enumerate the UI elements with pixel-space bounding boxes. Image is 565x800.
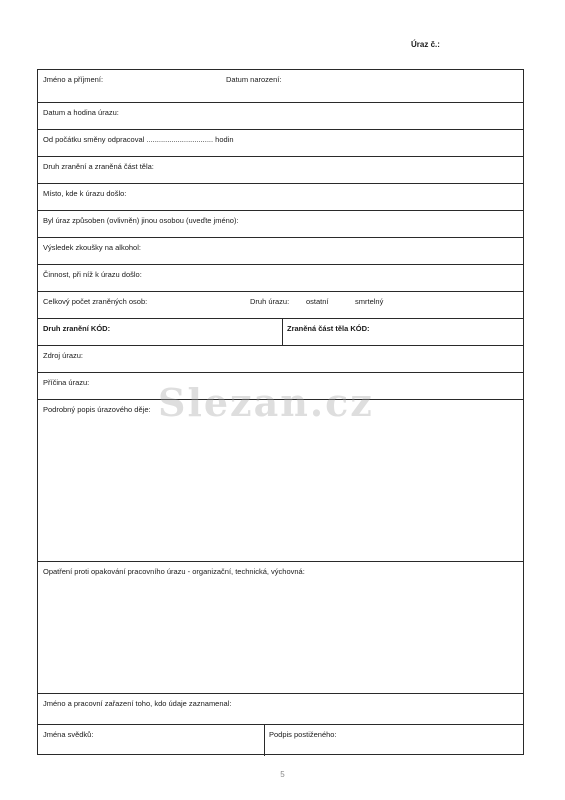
name-label: Jméno a příjmení: — [43, 75, 104, 84]
row-total-injured[interactable] — [38, 292, 523, 319]
injury-record-form — [37, 69, 524, 755]
column-divider — [264, 725, 265, 756]
row-name[interactable] — [38, 70, 523, 103]
row-alcohol-test[interactable] — [38, 238, 523, 265]
hours-worked-label: Od počátku směny odpracoval ................................ hodin — [43, 135, 234, 144]
row-hours-worked[interactable] — [38, 130, 523, 157]
activity-label: Činnost, při níž k úrazu došlo: — [43, 270, 142, 279]
row-cause[interactable] — [38, 373, 523, 400]
row-injury-type-part[interactable] — [38, 157, 523, 184]
row-injury-datetime[interactable] — [38, 103, 523, 130]
body-part-code-label: Zraněná část těla KÓD: — [287, 324, 370, 333]
caused-by-label: Byl úraz způsoben (ovlivněn) jinou osobou (uveďte jméno): — [43, 216, 239, 225]
injury-type-part-label: Druh zranění a zraněná část těla: — [43, 162, 154, 171]
row-description[interactable] — [38, 400, 523, 562]
watermark: Slezan.cz — [158, 380, 374, 425]
injury-kind-fatal-option[interactable]: smrtelný — [355, 297, 384, 306]
description-label: Podrobný popis úrazového děje: — [43, 405, 151, 414]
cause-label: Příčina úrazu: — [43, 378, 90, 387]
row-activity[interactable] — [38, 265, 523, 292]
row-recorder[interactable] — [38, 694, 523, 725]
row-codes — [38, 319, 523, 346]
total-injured-label: Celkový počet zraněných osob: — [43, 297, 148, 306]
row-source[interactable] — [38, 346, 523, 373]
page-number: 5 — [280, 770, 285, 779]
injury-number-label: Úraz č.: — [411, 40, 440, 49]
alcohol-test-label: Výsledek zkoušky na alkohol: — [43, 243, 141, 252]
measures-label: Opatření proti opakování pracovního úrazu - organizační, technická, výchovná: — [43, 567, 305, 576]
row-place[interactable] — [38, 184, 523, 211]
row-caused-by[interactable] — [38, 211, 523, 238]
injury-kind-other-option[interactable]: ostatní — [306, 297, 329, 306]
row-measures[interactable] — [38, 562, 523, 694]
injury-code-label: Druh zranění KÓD: — [43, 324, 111, 333]
column-divider — [282, 319, 283, 345]
recorder-label: Jméno a pracovní zařazení toho, kdo údaje zaznamenal: — [43, 699, 232, 708]
injury-datetime-label: Datum a hodina úrazu: — [43, 108, 119, 117]
birth-date-label: Datum narození: — [226, 75, 282, 84]
injury-kind-label: Druh úrazu: — [250, 297, 290, 306]
witnesses-label: Jména svědků: — [43, 730, 94, 739]
source-label: Zdroj úrazu: — [43, 351, 84, 360]
place-label: Místo, kde k úrazu došlo: — [43, 189, 127, 198]
signature-label: Podpis postiženého: — [269, 730, 337, 739]
row-witnesses-signature — [38, 725, 523, 756]
